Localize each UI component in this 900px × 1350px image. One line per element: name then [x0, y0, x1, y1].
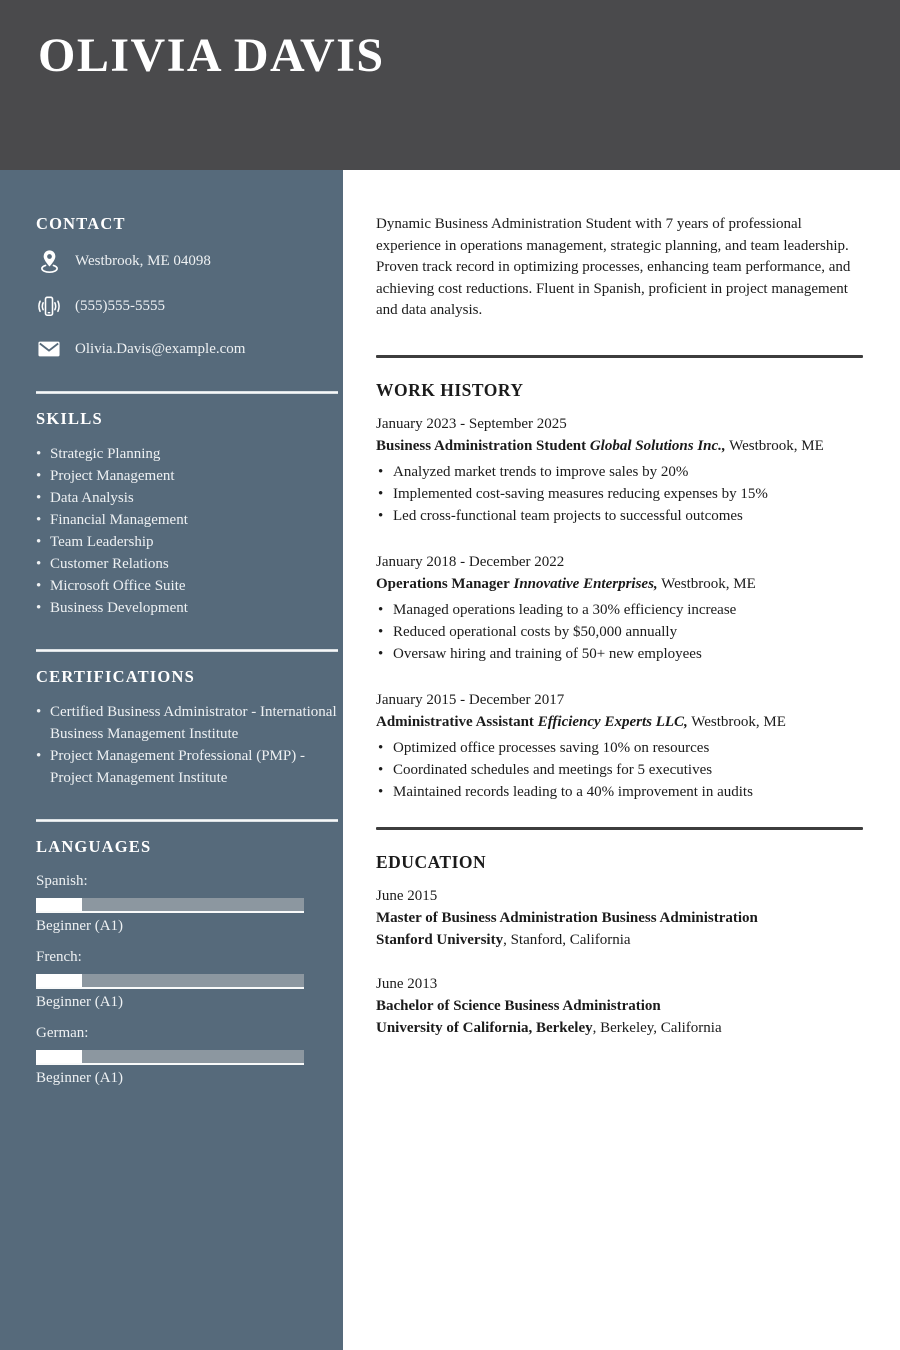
job-title-line: [376, 435, 863, 457]
job-bullet: • Led cross-functional team projects to successful outcomes: [376, 505, 863, 527]
person-name: OLIVIA DAVIS: [38, 29, 385, 82]
job-dates: January 2015 - December 2017: [376, 691, 565, 708]
job-company: Innovative Enterprises,: [513, 575, 658, 592]
job-bullet: • Optimized office processes saving 10% on resources: [376, 737, 863, 759]
certification-item: • Project Management Professional (PMP) - Project Management Institute: [36, 745, 338, 789]
job-company: Global Solutions Inc.,: [589, 437, 726, 454]
language-progress-fill: [36, 974, 82, 987]
job-title-line: [376, 573, 863, 595]
job-bullet: • Implemented cost-saving measures reducing expenses by 15%: [376, 483, 863, 505]
job-bullet-list: [376, 461, 863, 527]
sidebar-divider: [36, 819, 338, 822]
education-date: June 2013: [376, 975, 438, 992]
sidebar-divider: [36, 649, 338, 652]
language-progress-bar: [36, 974, 304, 989]
job-bullet: • Oversaw hiring and training of 50+ new employees: [376, 643, 863, 665]
language-progress-bar: [36, 898, 304, 913]
education-school-line: [376, 929, 863, 951]
work-history-heading: WORK HISTORY: [376, 379, 524, 400]
job-bullet: • Coordinated schedules and meetings for 5 executives: [376, 759, 863, 781]
section-rule: [376, 355, 863, 358]
language-name: Spanish:: [36, 873, 88, 889]
skills-list: [36, 443, 338, 619]
sidebar: [0, 170, 343, 1350]
job-title: Operations Manager: [376, 575, 510, 592]
education-school: University of California, Berkeley: [376, 1019, 593, 1036]
language-name: German:: [36, 1025, 89, 1041]
education-school-location: , Berkeley, California: [592, 1019, 722, 1036]
education-school-line: [376, 1017, 863, 1039]
contact-phone-row: [36, 294, 338, 318]
job-dates: January 2018 - December 2022: [376, 553, 565, 570]
job-entry: [376, 551, 863, 665]
contact-heading: CONTACT: [36, 214, 126, 233]
contact-email-text: Olivia.Davis@example.com: [75, 340, 246, 357]
skill-item: • Business Development: [36, 597, 338, 619]
job-entry: [376, 689, 863, 803]
language-name: French:: [36, 949, 82, 965]
email-icon: [36, 341, 62, 357]
job-bullet-list: [376, 599, 863, 665]
language-progress-bar: [36, 1050, 304, 1065]
education-entry: [376, 973, 863, 1039]
job-title: Administrative Assistant: [376, 713, 534, 730]
skill-item: • Financial Management: [36, 509, 338, 531]
job-bullet: • Managed operations leading to a 30% efficiency increase: [376, 599, 863, 621]
skill-item: • Data Analysis: [36, 487, 338, 509]
education-school: Stanford University: [376, 931, 504, 948]
languages-heading: LANGUAGES: [36, 837, 152, 856]
education-entry: [376, 885, 863, 951]
job-bullet: • Maintained records leading to a 40% improvement in audits: [376, 781, 863, 803]
contact-location-row: [36, 248, 338, 275]
job-dates: January 2023 - September 2025: [376, 415, 567, 432]
job-title-line: [376, 711, 863, 733]
language-level: Beginner (A1): [36, 918, 124, 934]
certification-item: • Certified Business Administrator - International Business Management Institute: [36, 701, 338, 745]
section-rule: [376, 827, 863, 830]
contact-email-row: [36, 337, 338, 361]
certifications-list: [36, 701, 338, 789]
language-level: Beginner (A1): [36, 994, 124, 1010]
skill-item: • Strategic Planning: [36, 443, 338, 465]
language-entry: [36, 1023, 338, 1089]
job-location: Westbrook, ME: [729, 437, 824, 454]
skill-item: • Team Leadership: [36, 531, 338, 553]
phone-icon: [36, 295, 62, 318]
skill-item: • Project Management: [36, 465, 338, 487]
skill-item: • Microsoft Office Suite: [36, 575, 338, 597]
job-entry: [376, 413, 863, 527]
job-location: Westbrook, ME: [661, 575, 756, 592]
location-pin-icon: [36, 248, 62, 275]
resume-header: [0, 0, 900, 170]
language-progress-fill: [36, 898, 82, 911]
job-location: Westbrook, ME: [691, 713, 786, 730]
sidebar-divider: [36, 391, 338, 394]
education-heading: EDUCATION: [376, 851, 487, 872]
professional-summary: Dynamic Business Administration Student with 7 years of professional experience in operations management, strategic planning, and team leadership. Proven track record in optimizing processes, enhancing team performance, and achieving cost reductions. Fluent in Spanish, proficient in project management and data analysis.: [376, 216, 851, 318]
job-company: Efficiency Experts LLC,: [537, 713, 688, 730]
language-entry: [36, 871, 338, 937]
skills-heading: SKILLS: [36, 409, 103, 428]
education-school-location: , Stanford, California: [503, 931, 631, 948]
job-title: Business Administration Student: [376, 437, 587, 454]
main-content: [343, 170, 900, 1350]
job-bullet-list: [376, 737, 863, 803]
language-progress-fill: [36, 1050, 82, 1063]
education-degree: Bachelor of Science Business Administration: [376, 997, 661, 1014]
education-degree: Master of Business Administration Business Administration: [376, 909, 758, 926]
skill-item: • Customer Relations: [36, 553, 338, 575]
language-level: Beginner (A1): [36, 1070, 124, 1086]
contact-location-text: Westbrook, ME 04098: [75, 253, 211, 269]
job-bullet: • Analyzed market trends to improve sales by 20%: [376, 461, 863, 483]
job-bullet: • Reduced operational costs by $50,000 annually: [376, 621, 863, 643]
language-entry: [36, 947, 338, 1013]
certifications-heading: CERTIFICATIONS: [36, 667, 195, 686]
contact-phone-text: (555)555-5555: [75, 297, 165, 314]
education-date: June 2015: [376, 887, 438, 904]
